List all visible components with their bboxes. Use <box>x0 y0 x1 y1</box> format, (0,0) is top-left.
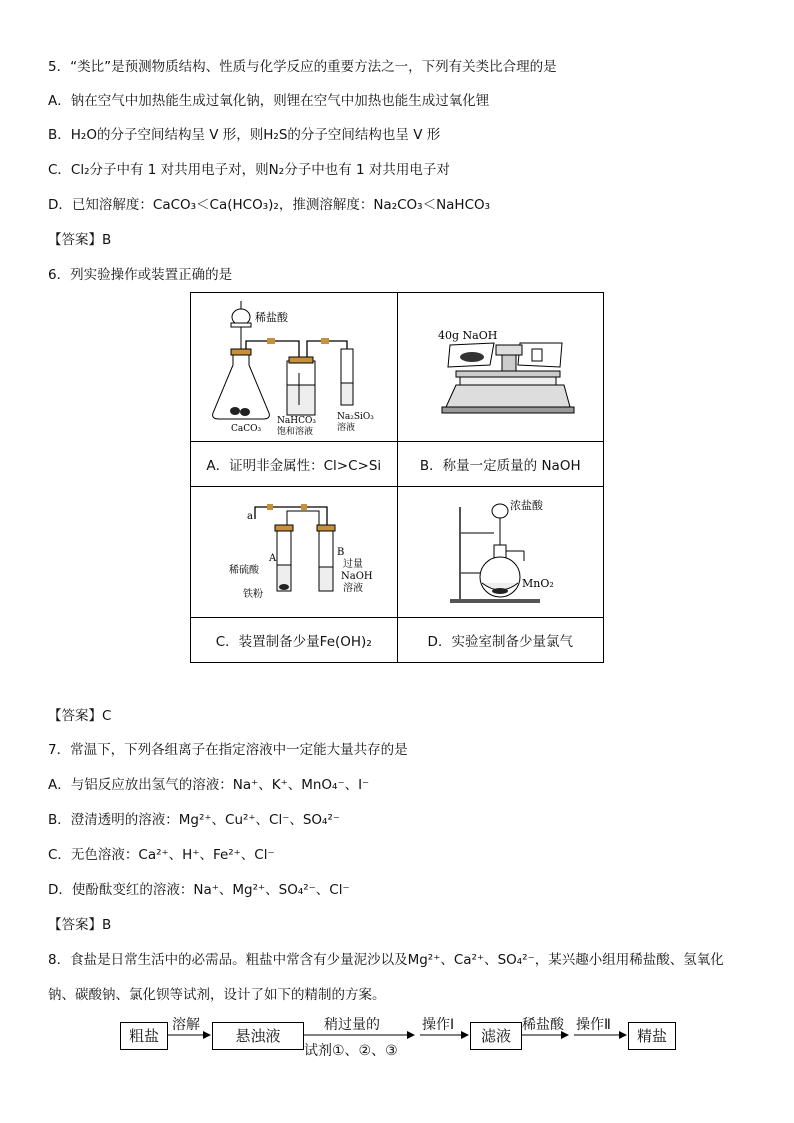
q6c-B-label: B <box>337 547 345 558</box>
q6-caption-d: D．实验室制备少量氯气 <box>397 618 604 663</box>
q8-stem-line1: 8．食盐是日常生活中的必需品。粗盐中常含有少量泥沙以及Mg²⁺、Ca²⁺、SO₄²⁻，某兴趣小组用稀盐酸、氢氧化 <box>48 952 724 968</box>
q5-stem: 5．“类比”是预测物质结构、性质与化学反应的重要方法之一，下列有关类比合理的是 <box>48 59 557 75</box>
q5-option-c: C．Cl₂分子中有 1 对共用电子对，则N₂分子中也有 1 对共用电子对 <box>48 162 450 178</box>
flow-box-crude-salt: 粗盐 <box>120 1022 168 1050</box>
q6c-A-label: A <box>269 553 277 564</box>
q6a-nahco3-label1: NaHCO₃ <box>277 416 317 426</box>
q6-figure-b-cell <box>397 293 604 442</box>
q7-option-c: C．无色溶液：Ca²⁺、H⁺、Fe²⁺、Cl⁻ <box>48 847 275 863</box>
flow-box-refined-salt: 精盐 <box>628 1022 676 1050</box>
q6-caption-a: A．证明非金属性：Cl>C>Si <box>191 442 398 487</box>
flow-label-reagent-top: 稍过量的 <box>324 1017 380 1033</box>
q6-stem: 6．列实验操作或装置正确的是 <box>48 267 233 283</box>
q5-answer: 【答案】B <box>48 232 112 248</box>
q6-figure-a-cell <box>191 293 398 442</box>
q5-option-d: D．已知溶解度：CaCO₃＜Ca(HCO₃)₂，推测溶解度：Na₂CO₃＜NaHCO₃ <box>48 197 491 213</box>
q6a-caco3-label: CaCO₃ <box>231 424 262 434</box>
flow-box-filtrate: 滤液 <box>470 1022 522 1050</box>
q5-option-a: A．钠在空气中加热能生成过氧化钠，则锂在空气中加热也能生成过氧化锂 <box>48 93 490 109</box>
q7-option-d: D．使酚酞变红的溶液：Na⁺、Mg²⁺、SO₄²⁻、Cl⁻ <box>48 882 350 898</box>
q6-figure-b <box>398 293 603 437</box>
q6a-nahco3-label2: 饱和溶液 <box>277 427 314 437</box>
q6c-naoh-label2: NaOH <box>341 571 373 582</box>
flow-label-operation-2: 操作Ⅱ <box>576 1017 611 1033</box>
q6-figure-d-cell <box>397 487 604 618</box>
q6d-mno2-label: MnO₂ <box>521 577 554 590</box>
q6-caption-b: B．称量一定质量的 NaOH <box>397 442 604 487</box>
q5-option-b: B．H₂O的分子空间结构呈 V 形，则H₂S的分子空间结构也呈 V 形 <box>48 127 441 143</box>
q6c-a-label: a <box>247 511 254 522</box>
q6c-fe-label: 铁粉 <box>243 589 264 600</box>
q7-answer: 【答案】B <box>48 917 112 933</box>
q6a-na2sio3-label2: 溶液 <box>337 423 356 433</box>
q6-caption-c: C．装置制备少量Fe(OH)₂ <box>191 618 398 663</box>
flow-box-suspension: 悬浊液 <box>212 1022 304 1050</box>
q6-figure-c <box>191 487 396 613</box>
q6c-acid-label: 稀硫酸 <box>229 565 260 576</box>
q6c-naoh-label1: 过量 <box>343 559 364 570</box>
q6-options-table <box>190 292 604 663</box>
q6b-label: 40g NaOH <box>437 329 498 342</box>
q6a-acid-label: 稀盐酸 <box>255 311 289 324</box>
q6-figure-c-cell <box>191 487 398 618</box>
q8-stem-line2: 钠、碳酸钠、氯化钡等试剂，设计了如下的精制的方案。 <box>48 987 386 1003</box>
q6-figure-d <box>398 487 603 613</box>
q7-stem: 7．常温下，下列各组离子在指定溶液中一定能大量共存的是 <box>48 742 408 758</box>
q7-option-b: B．澄清透明的溶液：Mg²⁺、Cu²⁺、Cl⁻、SO₄²⁻ <box>48 812 340 828</box>
q8-flowchart <box>118 1008 678 1068</box>
q7-option-a: A．与铝反应放出氢气的溶液：Na⁺、K⁺、MnO₄⁻、I⁻ <box>48 777 370 793</box>
q6-figure-a <box>191 293 396 437</box>
q6d-acid-label: 浓盐酸 <box>509 499 543 512</box>
flow-label-operation-1: 操作Ⅰ <box>422 1017 455 1033</box>
q6a-na2sio3-label1: Na₂SiO₃ <box>337 412 375 422</box>
flow-label-dissolve: 溶解 <box>172 1017 200 1033</box>
q6c-naoh-label3: 溶液 <box>343 583 364 594</box>
q6-answer: 【答案】C <box>48 708 112 724</box>
flow-label-reagent-bottom: 试剂①、②、③ <box>304 1043 398 1059</box>
flow-label-dilute-hcl: 稀盐酸 <box>522 1017 564 1033</box>
